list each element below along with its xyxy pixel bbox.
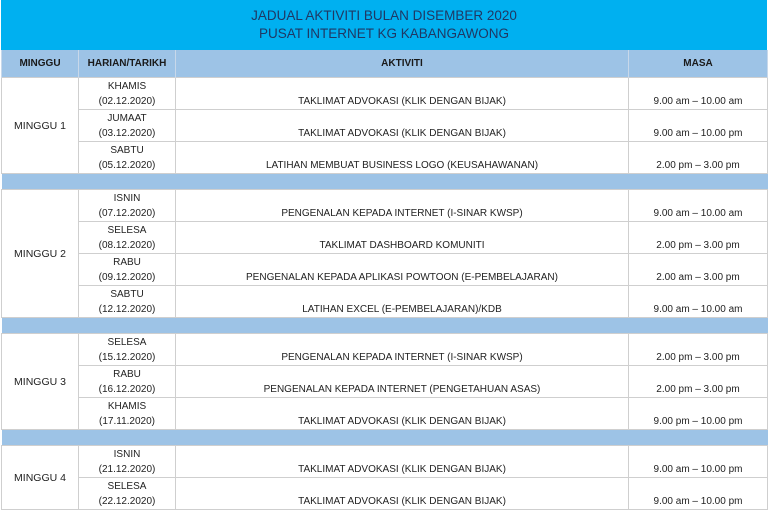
separator-cell bbox=[2, 174, 768, 190]
table-row bbox=[2, 478, 768, 510]
separator-cell bbox=[2, 318, 768, 334]
day-date: (02.12.2020) bbox=[98, 95, 156, 107]
header-row bbox=[2, 50, 768, 78]
day-date: (05.12.2020) bbox=[98, 159, 156, 171]
day-name: SABTU bbox=[110, 144, 144, 156]
table-row bbox=[2, 110, 768, 142]
week-separator bbox=[2, 430, 768, 446]
time-cell: 9.00 am – 10.00 am bbox=[629, 286, 768, 318]
title-line-1: JADUAL AKTIVITI BULAN DISEMBER 2020 bbox=[251, 8, 517, 23]
day-cell bbox=[79, 254, 176, 286]
time-cell: 9.00 am – 10.00 pm bbox=[629, 478, 768, 510]
day-name: SABTU bbox=[110, 288, 144, 300]
table-row bbox=[2, 286, 768, 318]
table-row bbox=[2, 142, 768, 174]
activity-cell: TAKLIMAT ADVOKASI (KLIK DENGAN BIJAK) bbox=[176, 446, 629, 478]
day-date: (03.12.2020) bbox=[98, 127, 156, 139]
day-date: (09.12.2020) bbox=[98, 271, 156, 283]
day-date: (16.12.2020) bbox=[98, 383, 156, 395]
table-row bbox=[2, 254, 768, 286]
day-date: (12.12.2020) bbox=[98, 303, 156, 315]
day-name: SELESA bbox=[107, 480, 147, 492]
activity-cell: PENGENALAN KEPADA APLIKASI POWTOON (E-PEMBELAJARAN) bbox=[176, 254, 629, 286]
time-cell: 9.00 am – 10.00 pm bbox=[629, 446, 768, 478]
day-cell bbox=[79, 222, 176, 254]
day-cell bbox=[79, 78, 176, 110]
time-cell: 9.00 pm – 10.00 pm bbox=[629, 398, 768, 430]
day-name: SELESA bbox=[107, 336, 147, 348]
table-row bbox=[2, 398, 768, 430]
day-cell bbox=[79, 286, 176, 318]
schedule-table bbox=[1, 50, 768, 510]
day-name: RABU bbox=[113, 368, 141, 380]
activity-cell: TAKLIMAT ADVOKASI (KLIK DENGAN BIJAK) bbox=[176, 398, 629, 430]
week-label: MINGGU 2 bbox=[2, 190, 79, 318]
week-separator bbox=[2, 318, 768, 334]
time-cell: 2.00 pm – 3.00 pm bbox=[629, 142, 768, 174]
day-name: ISNIN bbox=[113, 192, 141, 204]
time-cell: 2.00 pm – 3.00 pm bbox=[629, 222, 768, 254]
table-row bbox=[2, 222, 768, 254]
day-date: (17.11.2020) bbox=[99, 415, 155, 427]
table-row bbox=[2, 334, 768, 366]
day-name: ISNIN bbox=[113, 448, 141, 460]
time-cell: 2.00 pm – 3.00 pm bbox=[629, 366, 768, 398]
day-name: JUMAAT bbox=[107, 112, 147, 124]
day-cell bbox=[79, 366, 176, 398]
separator-cell bbox=[2, 430, 768, 446]
header-activity: AKTIVITI bbox=[176, 50, 629, 78]
activity-cell: PENGENALAN KEPADA INTERNET (I-SINAR KWSP) bbox=[176, 334, 629, 366]
day-cell bbox=[79, 398, 176, 430]
activity-cell: TAKLIMAT ADVOKASI (KLIK DENGAN BIJAK) bbox=[176, 78, 629, 110]
time-cell: 2.00 pm – 3.00 pm bbox=[629, 334, 768, 366]
activity-cell: TAKLIMAT ADVOKASI (KLIK DENGAN BIJAK) bbox=[176, 478, 629, 510]
time-cell: 9.00 am – 10.00 pm bbox=[629, 110, 768, 142]
week-separator bbox=[2, 174, 768, 190]
schedule-body bbox=[2, 78, 768, 510]
day-name: KHAMIS bbox=[107, 80, 147, 92]
day-cell bbox=[79, 334, 176, 366]
table-row bbox=[2, 190, 768, 222]
day-cell bbox=[79, 478, 176, 510]
day-date: (07.12.2020) bbox=[98, 207, 156, 219]
day-date: (15.12.2020) bbox=[98, 351, 156, 363]
day-cell bbox=[79, 142, 176, 174]
time-cell: 2.00 am – 3.00 pm bbox=[629, 254, 768, 286]
activity-cell: TAKLIMAT DASHBOARD KOMUNITI bbox=[176, 222, 629, 254]
day-name: RABU bbox=[113, 256, 141, 268]
week-label: MINGGU 3 bbox=[2, 334, 79, 430]
activity-cell: PENGENALAN KEPADA INTERNET (I-SINAR KWSP) bbox=[176, 190, 629, 222]
activity-cell: LATIHAN MEMBUAT BUSINESS LOGO (KEUSAHAWANAN) bbox=[176, 142, 629, 174]
schedule-sheet bbox=[1, 0, 767, 510]
time-cell: 9.00 am – 10.00 am bbox=[629, 78, 768, 110]
table-row bbox=[2, 78, 768, 110]
day-cell bbox=[79, 446, 176, 478]
title-banner bbox=[1, 0, 767, 50]
activity-cell: LATIHAN EXCEL (E-PEMBELAJARAN)/KDB bbox=[176, 286, 629, 318]
day-date: (08.12.2020) bbox=[98, 239, 156, 251]
day-cell bbox=[79, 190, 176, 222]
week-label: MINGGU 4 bbox=[2, 446, 79, 510]
day-date: (21.12.2020) bbox=[98, 463, 156, 475]
time-cell: 9.00 am – 10.00 am bbox=[629, 190, 768, 222]
day-cell bbox=[79, 110, 176, 142]
week-label: MINGGU 1 bbox=[2, 78, 79, 174]
header-week: MINGGU bbox=[2, 50, 79, 78]
table-row bbox=[2, 446, 768, 478]
table-row bbox=[2, 366, 768, 398]
activity-cell: TAKLIMAT ADVOKASI (KLIK DENGAN BIJAK) bbox=[176, 110, 629, 142]
day-name: SELESA bbox=[107, 224, 147, 236]
day-name: KHAMIS bbox=[107, 400, 147, 412]
header-time: MASA bbox=[629, 50, 768, 78]
activity-cell: PENGENALAN KEPADA INTERNET (PENGETAHUAN ASAS) bbox=[176, 366, 629, 398]
day-date: (22.12.2020) bbox=[98, 495, 156, 507]
header-day: HARIAN/TARIKH bbox=[79, 50, 176, 78]
title-line-2: PUSAT INTERNET KG KABANGAWONG bbox=[258, 26, 510, 41]
